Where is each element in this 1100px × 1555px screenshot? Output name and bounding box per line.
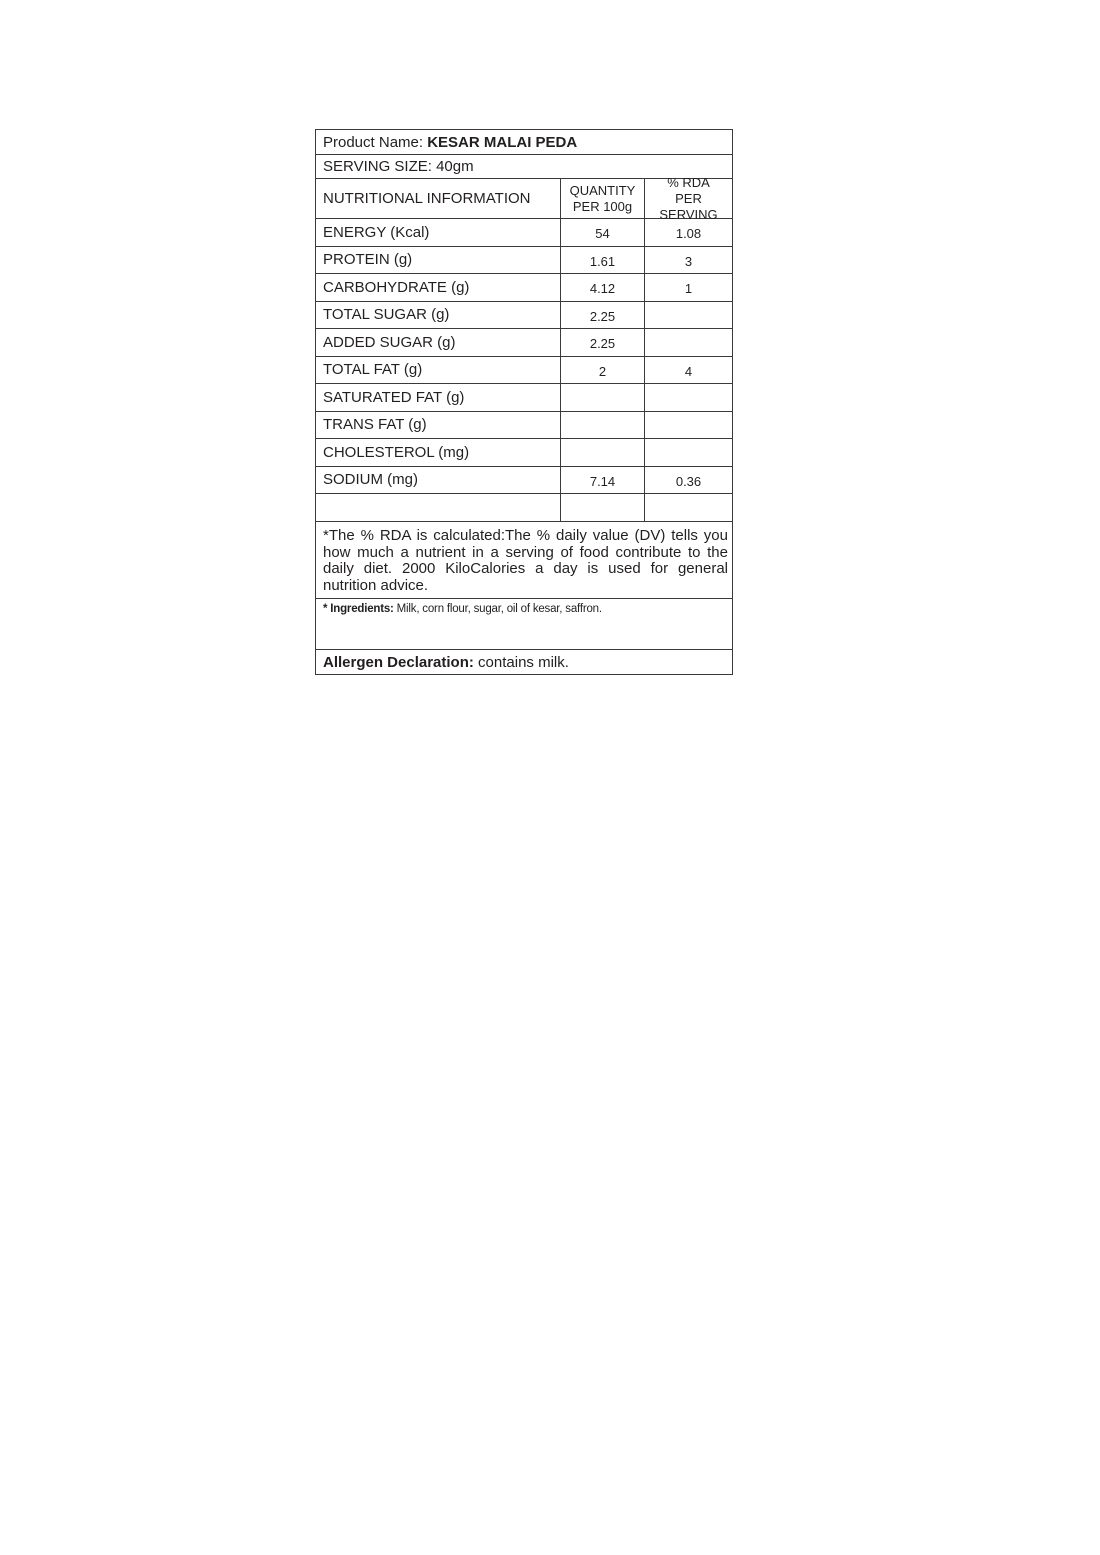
product-name-label: Product Name: <box>323 133 424 151</box>
nutrient-rda: 4 <box>684 363 693 379</box>
header-rda-line2: PER SERVING <box>659 190 718 222</box>
nutrient-rda <box>645 302 732 329</box>
nutrient-quantity <box>561 384 645 411</box>
table-row <box>316 219 732 247</box>
ingredients-row <box>316 599 732 650</box>
nutrient-name: TOTAL FAT (g) <box>316 357 561 384</box>
allergen-label: Allergen Declaration: <box>323 653 474 671</box>
nutrient-quantity: 1.61 <box>561 247 645 274</box>
header-rda <box>645 174 732 222</box>
nutrient-rda <box>645 412 732 439</box>
nutrient-name: TRANS FAT (g) <box>316 412 561 439</box>
nutrient-rda <box>645 439 732 466</box>
nutrient-rda: 1 <box>684 281 693 297</box>
table-row <box>316 247 732 275</box>
product-name-value: KESAR MALAI PEDA <box>427 133 578 151</box>
header-rda-line1: % RDA <box>667 174 710 190</box>
nutrient-rda: 1.08 <box>675 226 702 242</box>
nutrient-rda: 0.36 <box>675 473 702 489</box>
empty-cell <box>645 494 732 521</box>
nutrient-quantity <box>561 439 645 466</box>
header-quantity-line1: QUANTITY <box>569 182 636 198</box>
nutrient-name: ADDED SUGAR (g) <box>316 329 561 356</box>
header-quantity-line2: PER 100g <box>572 198 633 214</box>
nutrient-name: TOTAL SUGAR (g) <box>316 302 561 329</box>
nutrition-label <box>315 129 733 675</box>
serving-size-text: SERVING SIZE: 40gm <box>323 158 474 175</box>
nutrient-name: PROTEIN (g) <box>316 247 561 274</box>
nutrient-rda <box>645 329 732 356</box>
nutrient-rda: 3 <box>684 253 693 269</box>
allergen-row <box>316 650 732 674</box>
table-row <box>316 329 732 357</box>
ingredients-text: Milk, corn flour, sugar, oil of kesar, saffron. <box>393 603 602 615</box>
table-row <box>316 467 732 495</box>
header-quantity <box>561 179 645 218</box>
nutrient-name: SODIUM (mg) <box>316 467 561 494</box>
nutrient-quantity: 2.25 <box>561 302 645 329</box>
table-row <box>316 302 732 330</box>
table-header-row <box>316 174 732 222</box>
nutrient-name: CARBOHYDRATE (g) <box>316 274 561 301</box>
product-name-row <box>316 130 732 155</box>
header-nutritional-information: NUTRITIONAL INFORMATION <box>316 179 561 218</box>
nutrient-quantity: 54 <box>561 219 645 246</box>
nutrient-quantity: 2 <box>561 357 645 384</box>
table-row <box>316 357 732 385</box>
empty-cell <box>561 494 645 521</box>
nutrient-rda <box>645 384 732 411</box>
table-row <box>316 274 732 302</box>
nutrient-name: ENERGY (Kcal) <box>316 219 561 246</box>
nutrient-quantity: 2.25 <box>561 329 645 356</box>
nutrient-name: SATURATED FAT (g) <box>316 384 561 411</box>
table-row <box>316 439 732 467</box>
empty-cell <box>316 494 561 521</box>
table-row-empty <box>316 494 732 522</box>
nutrient-name: CHOLESTEROL (mg) <box>316 439 561 466</box>
rda-note: *The % RDA is calculated:The % daily value (DV) tells you how much a nutrient in a serving of food contribute to the daily diet. 2000 KiloCalories a day is used for general nutrition advice. <box>316 522 732 599</box>
table-row <box>316 384 732 412</box>
ingredients-label: * Ingredients: <box>323 603 394 615</box>
nutrient-quantity: 7.14 <box>561 467 645 494</box>
allergen-text: contains milk. <box>478 653 569 671</box>
table-row <box>316 412 732 440</box>
nutrient-quantity: 4.12 <box>561 274 645 301</box>
nutrient-quantity <box>561 412 645 439</box>
